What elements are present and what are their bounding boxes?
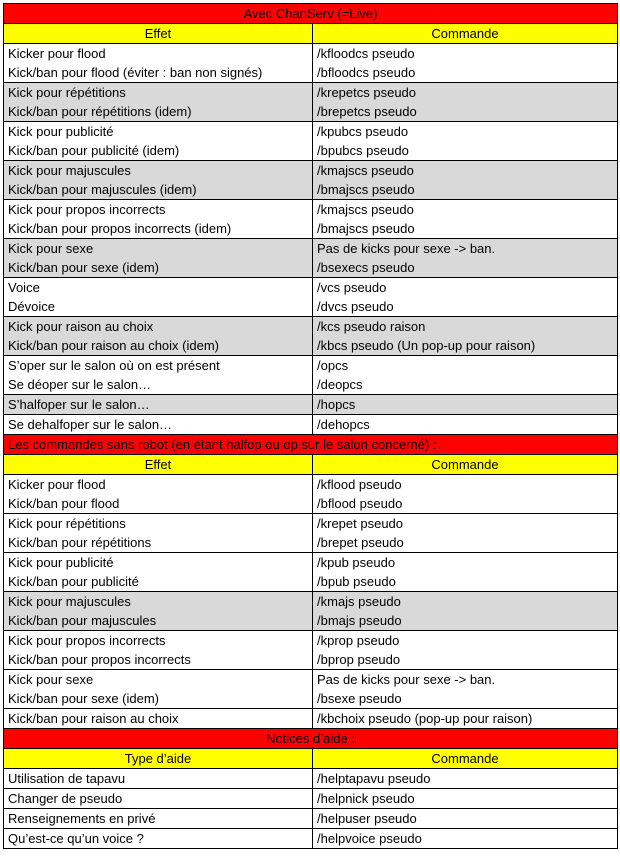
table-row	[4, 356, 618, 395]
effect-cell	[4, 161, 313, 200]
column-header-row	[4, 24, 618, 44]
command-text: /opcs	[317, 358, 349, 373]
command-text: /krepetcs pseudo	[317, 85, 417, 100]
effect-text: Kick/ban pour majuscules	[8, 613, 157, 628]
command-cell	[313, 356, 618, 395]
effect-text: Kick/ban pour répétitions	[8, 535, 152, 550]
command-text: /helpvoice pseudo	[317, 831, 422, 846]
effect-text: Dévoice	[8, 299, 55, 314]
command-text: /kflood pseudo	[317, 477, 402, 492]
command-text: /kbcs pseudo (Un pop-up pour raison)	[317, 338, 536, 353]
table-row	[4, 670, 618, 709]
effect-cell	[4, 356, 313, 395]
command-text: /vcs pseudo	[317, 280, 387, 295]
table-row	[4, 514, 618, 553]
command-cell	[313, 415, 618, 435]
section-title-row	[4, 729, 618, 749]
command-cell	[313, 200, 618, 239]
command-cell	[313, 83, 618, 122]
command-text: /bmajscs pseudo	[317, 221, 415, 236]
effect-cell	[4, 809, 313, 829]
effect-text: Kick pour propos incorrects	[8, 202, 166, 217]
command-text: Pas de kicks pour sexe -> ban.	[317, 241, 496, 256]
effect-text: Kick/ban pour sexe (idem)	[8, 260, 160, 275]
effect-text: Qu’est-ce qu’un voice ?	[8, 831, 144, 846]
effect-cell	[4, 789, 313, 809]
table-row	[4, 317, 618, 356]
effect-text: Kick/ban pour propos incorrects	[8, 652, 191, 667]
effect-text: Kick pour sexe	[8, 241, 94, 256]
effect-cell	[4, 317, 313, 356]
command-text: /kpubcs pseudo	[317, 124, 409, 139]
commands-table-body	[4, 4, 618, 849]
command-cell	[313, 475, 618, 514]
command-cell	[313, 670, 618, 709]
command-text: /bprop pseudo	[317, 652, 401, 667]
command-text: /kcs pseudo raison	[317, 319, 426, 334]
table-row	[4, 769, 618, 789]
effect-cell	[4, 709, 313, 729]
table-row	[4, 631, 618, 670]
effect-column-header: Effet	[4, 455, 313, 475]
effect-text: Kick pour répétitions	[8, 85, 126, 100]
effect-text: Renseignements en privé	[8, 811, 156, 826]
effect-text: Kick/ban pour raison au choix (idem)	[8, 338, 219, 353]
command-cell	[313, 395, 618, 415]
table-row	[4, 161, 618, 200]
section-title: Avec ChanServ (=Live)	[4, 4, 618, 24]
effect-text: Kick/ban pour publicité	[8, 574, 139, 589]
effect-text: Kick/ban pour flood (éviter : ban non signés)	[8, 65, 263, 80]
effect-column-header: Type d’aide	[4, 749, 313, 769]
effect-text: Utilisation de tapavu	[8, 771, 126, 786]
command-cell	[313, 769, 618, 789]
command-cell	[313, 278, 618, 317]
effect-text: Kick/ban pour répétitions (idem)	[8, 104, 192, 119]
effect-cell	[4, 200, 313, 239]
section-title-row	[4, 4, 618, 24]
effect-text: Kick pour sexe	[8, 672, 94, 687]
command-text: /bsexecs pseudo	[317, 260, 415, 275]
effect-cell	[4, 239, 313, 278]
command-text: /helptapavu pseudo	[317, 771, 431, 786]
command-cell	[313, 592, 618, 631]
command-text: /hopcs	[317, 397, 356, 412]
command-text: /bflood pseudo	[317, 496, 403, 511]
effect-text: Kick/ban pour majuscules (idem)	[8, 182, 197, 197]
command-text: /kprop pseudo	[317, 633, 400, 648]
effect-cell	[4, 769, 313, 789]
effect-text: S’halfoper sur le salon…	[8, 397, 150, 412]
effect-cell	[4, 592, 313, 631]
command-cell	[313, 514, 618, 553]
effect-text: Se déoper sur le salon…	[8, 377, 152, 392]
effect-text: Kick pour propos incorrects	[8, 633, 166, 648]
effect-text: Kick/ban pour publicité (idem)	[8, 143, 180, 158]
command-text: /deopcs	[317, 377, 363, 392]
effect-text: Kick pour raison au choix	[8, 319, 154, 334]
command-text: /kfloodcs pseudo	[317, 46, 415, 61]
command-text: /helpnick pseudo	[317, 791, 415, 806]
effect-text: S’oper sur le salon où on est présent	[8, 358, 220, 373]
command-text: /bsexe pseudo	[317, 691, 402, 706]
table-row	[4, 592, 618, 631]
table-row	[4, 122, 618, 161]
command-cell	[313, 809, 618, 829]
command-cell	[313, 709, 618, 729]
effect-cell	[4, 670, 313, 709]
command-text: /bfloodcs pseudo	[317, 65, 416, 80]
command-text: Pas de kicks pour sexe -> ban.	[317, 672, 496, 687]
effect-text: Kick/ban pour propos incorrects (idem)	[8, 221, 232, 236]
effect-text: Kick/ban pour flood	[8, 496, 120, 511]
command-column-header: Commande	[313, 24, 618, 44]
table-row	[4, 789, 618, 809]
command-cell	[313, 161, 618, 200]
effect-text: Kick pour majuscules	[8, 594, 131, 609]
table-row	[4, 809, 618, 829]
command-text: /kpub pseudo	[317, 555, 396, 570]
command-text: /helpuser pseudo	[317, 811, 417, 826]
effect-cell	[4, 122, 313, 161]
command-column-header: Commande	[313, 455, 618, 475]
command-text: /dvcs pseudo	[317, 299, 394, 314]
command-cell	[313, 122, 618, 161]
command-text: /kmajs pseudo	[317, 594, 401, 609]
table-row	[4, 395, 618, 415]
command-cell	[313, 631, 618, 670]
effect-text: Kicker pour flood	[8, 477, 106, 492]
table-row	[4, 200, 618, 239]
command-column-header: Commande	[313, 749, 618, 769]
effect-text: Kick/ban pour raison au choix	[8, 711, 179, 726]
section-title: Les commandes sans robot (en étant halfop ou op sur le salon concerné) :	[4, 435, 618, 455]
effect-cell	[4, 829, 313, 849]
command-cell	[313, 829, 618, 849]
command-cell	[313, 239, 618, 278]
effect-text: Changer de pseudo	[8, 791, 123, 806]
effect-text: Se dehalfoper sur le salon…	[8, 417, 173, 432]
command-text: /kmajscs pseudo	[317, 163, 414, 178]
effect-cell	[4, 83, 313, 122]
command-text: /brepetcs pseudo	[317, 104, 417, 119]
commands-table	[3, 3, 618, 849]
command-text: /bpub pseudo	[317, 574, 396, 589]
effect-cell	[4, 514, 313, 553]
command-text: /dehopcs	[317, 417, 370, 432]
effect-cell	[4, 475, 313, 514]
table-row	[4, 415, 618, 435]
command-cell	[313, 317, 618, 356]
column-header-row	[4, 455, 618, 475]
column-header-row	[4, 749, 618, 769]
effect-column-header: Effet	[4, 24, 313, 44]
effect-text: Kicker pour flood	[8, 46, 106, 61]
effect-text: Kick pour répétitions	[8, 516, 126, 531]
command-text: /bpubcs pseudo	[317, 143, 409, 158]
effect-cell	[4, 395, 313, 415]
table-row	[4, 475, 618, 514]
table-row	[4, 44, 618, 83]
command-text: /kbchoix pseudo (pop-up pour raison)	[317, 711, 533, 726]
command-text: /brepet pseudo	[317, 535, 404, 550]
command-cell	[313, 553, 618, 592]
effect-text: Kick pour publicité	[8, 124, 114, 139]
effect-text: Kick/ban pour sexe (idem)	[8, 691, 160, 706]
effect-cell	[4, 415, 313, 435]
table-row	[4, 553, 618, 592]
section-title-row	[4, 435, 618, 455]
command-text: /bmajscs pseudo	[317, 182, 415, 197]
effect-cell	[4, 44, 313, 83]
command-cell	[313, 44, 618, 83]
section-title: Notices d’aide :	[4, 729, 618, 749]
effect-text: Kick pour majuscules	[8, 163, 131, 178]
table-row	[4, 239, 618, 278]
effect-text: Kick pour publicité	[8, 555, 114, 570]
table-row	[4, 709, 618, 729]
command-text: /krepet pseudo	[317, 516, 404, 531]
table-row	[4, 829, 618, 849]
effect-cell	[4, 278, 313, 317]
table-row	[4, 278, 618, 317]
command-text: /kmajscs pseudo	[317, 202, 414, 217]
effect-cell	[4, 631, 313, 670]
effect-text: Voice	[8, 280, 40, 295]
table-row	[4, 83, 618, 122]
command-text: /bmajs pseudo	[317, 613, 402, 628]
command-cell	[313, 789, 618, 809]
effect-cell	[4, 553, 313, 592]
